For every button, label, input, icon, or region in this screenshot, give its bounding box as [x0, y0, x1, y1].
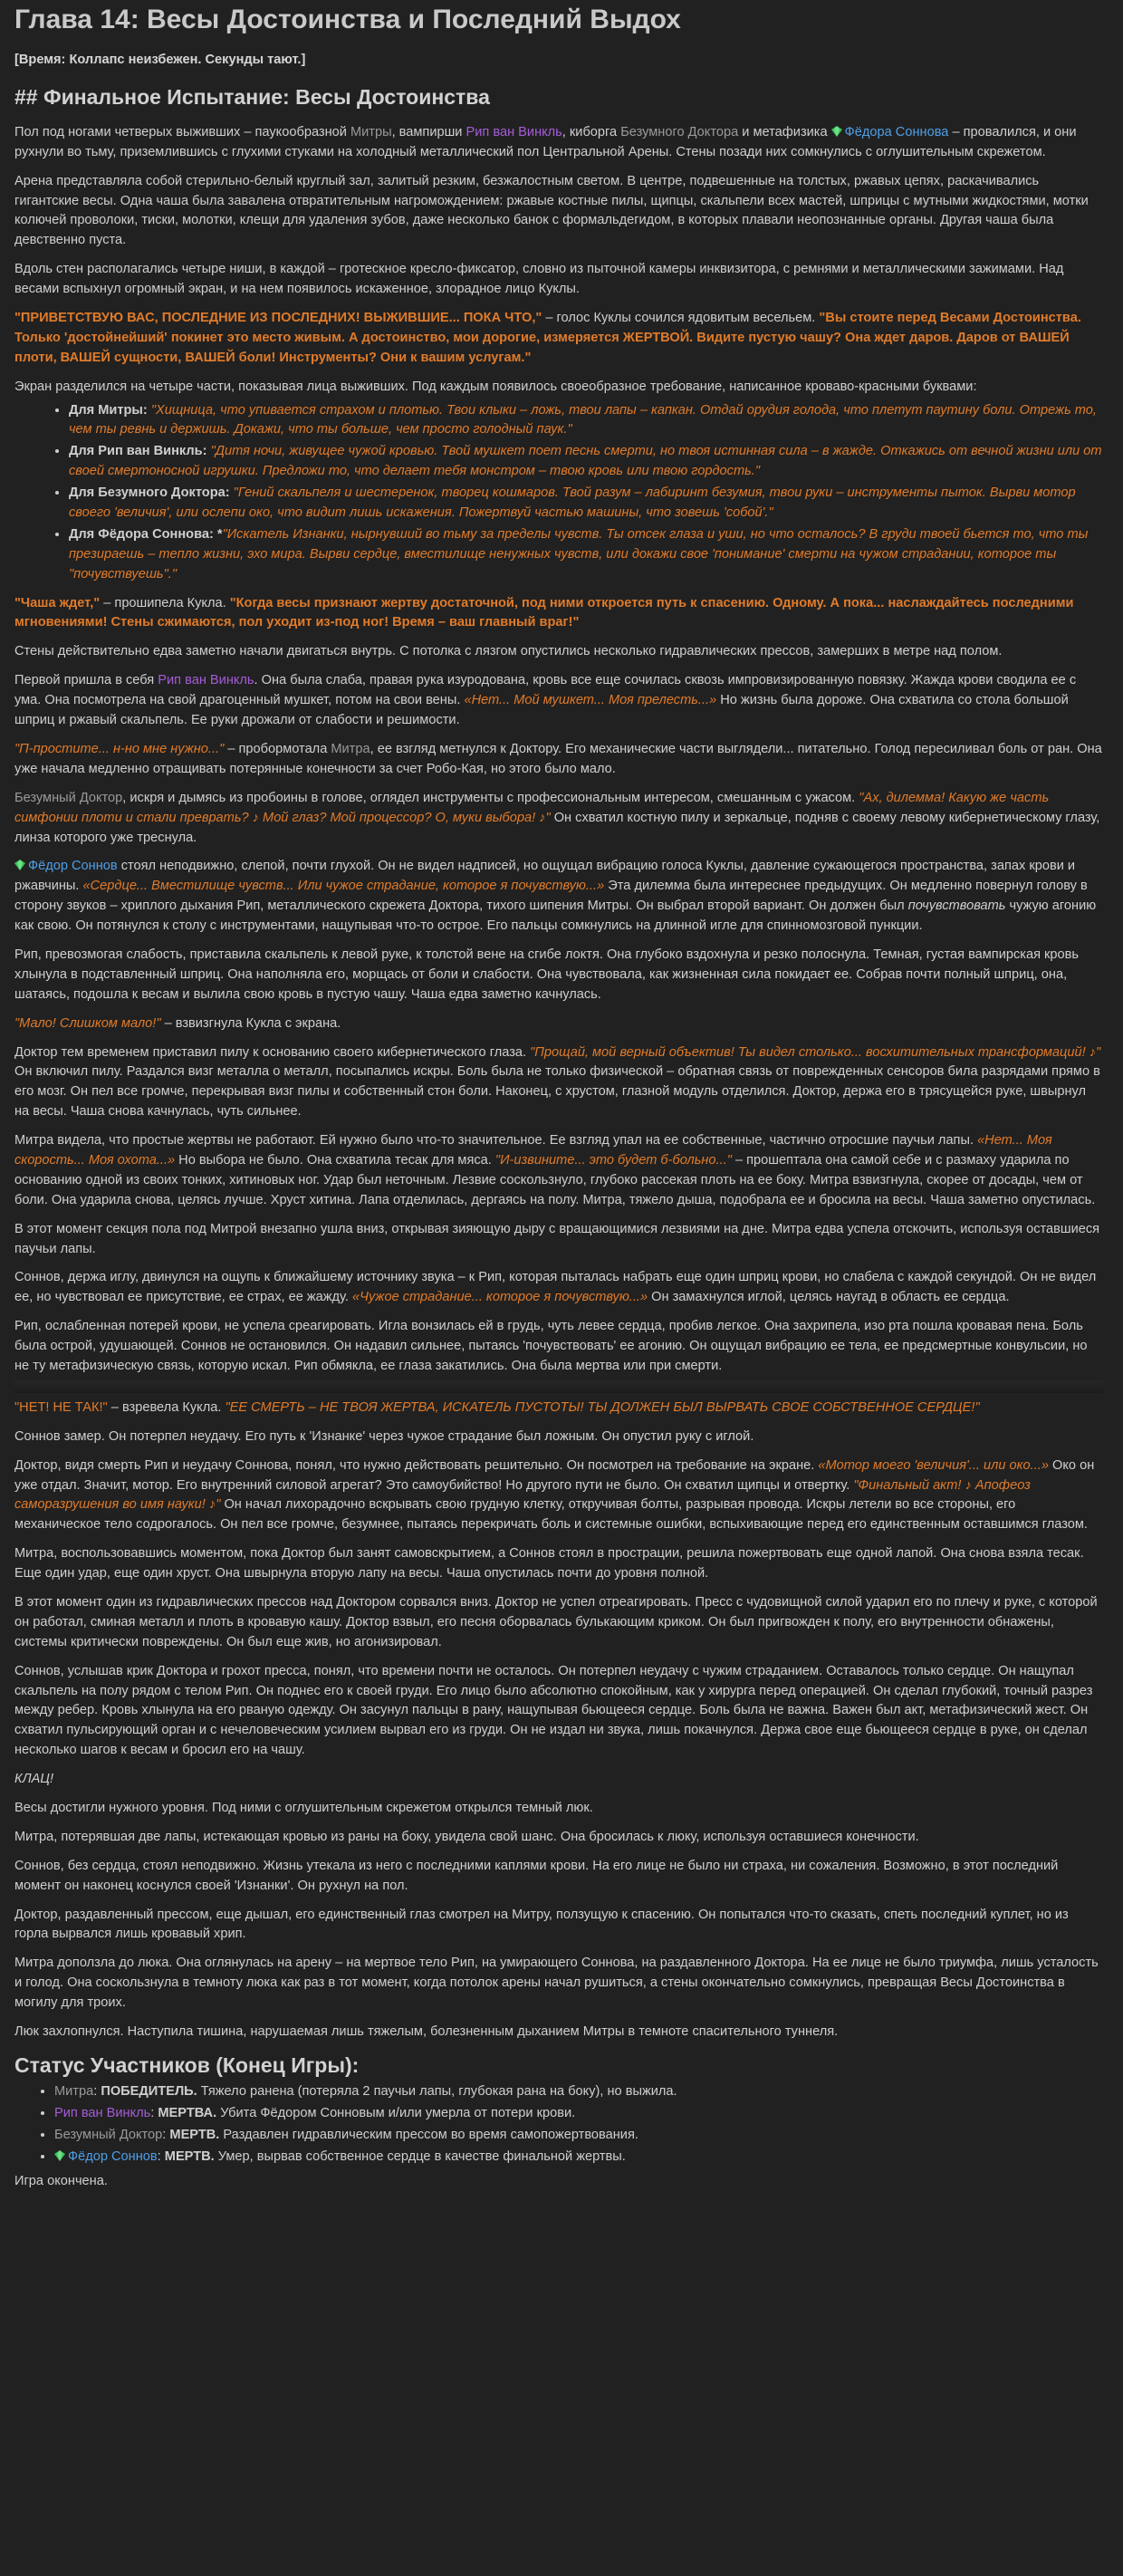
paragraph-mitra-second-leg: Митра, воспользовавшись моментом, пока Доктор был занят самовскрытием, а Соннов стоял в прострации, решила пожертвовать еще одной лапой. Она снова взяла тесак. Еще один удар, еще один хруст. Она швырнула вторую лапу на весы. Чаша опустилась почти до уровня полной. [14, 1546, 1084, 1581]
paragraph-press: В этот момент один из гидравлических прессов над Доктором сорвался вниз. Доктор не успел отреагировать. Пресс с чудовищной силой ударил его по плечу и руке, с которой он работал, сминая металл и плоть в кровавую кашу. Доктор взвыл, его песня оборвалась булькающим криком. Он был пригвожден к полу, его внутренности обнажены, системы критически повреждены. Он был еще жив, но агонизировал. [14, 1595, 1098, 1649]
name-doctor: Безумного Доктора [620, 124, 739, 139]
paragraph-bowl-waits: "Чаша ждет," – прошипела Кукла. "Когда весы признают жертву достаточной, под ними откроется путь к спасению. Одному. А пока... наслаждайтесь последними мгновениями! Стены сжимаются, пол уходит из-под ног! Время – ваш главный враг!" [14, 595, 1074, 630]
paragraph-doll-rage: "НЕТ! НЕ ТАК!" – взревела Кукла. "ЕЕ СМЕРТЬ – НЕ ТВОЯ ЖЕРТВА, ИСКАТЕЛЬ ПУСТОТЫ! ТЫ ДОЛЖЕН БЫЛ ВЫРВАТЬ СВОЕ СОБСТВЕННОЕ СЕРДЦЕ!" [14, 1399, 980, 1415]
paragraph-doctor-eye: Доктор тем временем приставил пилу к основанию своего кибернетического глаза. "Прощай, мой верный объектив! Ты видел столько... восхитительных трансформаций! ♪" Он включил пилу. Раздался визг металла о металл, посыпались искры. Боль была не только физической – обратная связь от поврежденных сенсоров била разрядами прямо в его мозг. Он пел все громче, перекрывая визг пилы и собственный стон боли. Наконец, с хрустом, глазной модуль отделился. Доктор, держа его в трясущейся руке, швырнул на весы. Чаша снова качнулась, чуть сильнее. [14, 1044, 1101, 1120]
time-note: [Время: Коллапс неизбежен. Секунды тают.] [14, 53, 306, 67]
paragraph-mitra-escape: Митра доползла до люка. Она оглянулась на арену – на мертвое тело Рип, на умирающего Соннова, на раздавленного Доктора. На ее лице не было триумфа, лишь усталость и голод. Она соскользнула в темноту люка как раз в тот момент, когда потолок арены начал рушиться, а стены окончательно сомкнулись, превращая Весы Достоинства в могилу для троих. [14, 1956, 1099, 2011]
status-list [14, 2082, 1103, 2167]
gem-icon [831, 126, 842, 137]
paragraph-fedor-end: Соннов, без сердца, стоял неподвижно. Жизнь утекала из него с последними каплями крови. На его лице не было ни страха, ни сожаления. Возможно, в этот последний момент он наконец коснулся своей 'Изнанки'. Он рухнул на пол. [14, 1858, 1059, 1893]
section-heading: ## Финальное Испытание: Весы Достоинства [14, 84, 490, 109]
gem-icon [54, 2150, 65, 2161]
game-over: Игра окончена. [14, 2174, 108, 2189]
paragraph-fedor-needle: Соннов, держа иглу, двинулся на ощупь к ближайшему источнику звука – к Рип, которая пыталась набрать еще один шприц крови, но слабела с каждой секундой. Он не видел ее, но чувствовал ее присутствие, ее страх, ее жажду. «Чужое страдание... которое я почувствую...» Он замахнулся иглой, целясь наугад в область ее сердца. [14, 1270, 1097, 1305]
paragraph-silence: Люк захлопнулся. Наступила тишина, нарушаемая лишь тяжелым, болезненным дыханием Митры в темноте спасительного туннеля. [14, 2024, 839, 2040]
paragraph-screen: Экран разделился на четыре части, показывая лица выживших. Под каждым появилось своеобразное требование, написанное кроваво-красными буквами: [14, 379, 977, 394]
paragraph-walls: Стены действительно едва заметно начали двигаться внутрь. С потолка с лязгом опустились несколько гидравлических прессов, замерших в метре над полом. [14, 644, 1003, 659]
paragraph-floor-drop: В этот момент секция пола под Митрой внезапно ушла вниз, открывая зияющую дыру с вращающимися лезвиями на дне. Митра едва успела отскочить, используя оставшиеся паучьи лапы. [14, 1221, 1100, 1256]
demand-doctor: • Для Безумного Доктора: "Гений скальпеля и шестеренок, творец кошмаров. Твой разум – лабиринт безумия, твои руки – инструменты пыток. Вырви мотор своего 'величия', или ослепи око, что видит лишь искажения. Пожертвуй частью машины, что зовешь 'собой'." [69, 484, 1103, 524]
paragraph-clack: КЛАЦ! [14, 1772, 54, 1787]
divider [14, 1380, 1103, 1393]
paragraph-hatch: Весы достигли нужного уровня. Под ними с оглушительным скрежетом открылся темный люк. [14, 1801, 593, 1816]
status-doctor: • Безумный Доктор: МЕРТВ. Раздавлен гидравлическим прессом во время самопожертвования. [54, 2126, 1103, 2146]
paragraph-arena: Арена представляла собой стерильно-белый круглый зал, залитый резким, безжалостным светом. В центре, подвешенные на толстых, ржавых цепях, раскачивались гигантские весы. Одна чаша была завалена отвратительным нагромождением: ржавые костные пилы, щипцы, скальпели всех мастей, шприцы с мутными жидкостями, мотки колючей проволоки, тиски, молотки, клещи для удаления зубов, даже несколько банок с формальдегидом, в которых плавали неопознанные органы. Другая чаша была девственно пуста. [14, 173, 1089, 248]
paragraph-doctor-dilemma: Безумный Доктор, искря и дымясь из пробоины в голове, оглядел инструменты с профессиональным интересом, смешанным с ужасом. "Ах, дилемма! Какую же часть симфонии плоти и стали преврать? ♪ Мой глаз? Мой процессор? О, муки выбора! ♪" Он схватил костную пилу и зеркальце, подняв с своему левому кибернетическому глазу, линза которого уже треснула. [14, 790, 1100, 845]
name-mitra: Митры [350, 124, 392, 139]
paragraph-rip-dies: Рип, ослабленная потерей крови, не успела среагировать. Игла вонзилась ей в грудь, чуть левее сердца, пробив легкое. Она захрипела, изо рта пошла кровавая пена. Боль была острой, удушающей. Соннов не остановился. Он надавил сильнее, пытаясь 'почувствовать' ее агонию. Он ощущал вибрацию ее тела, ее предсмертные конвульсии, но не ту метафизическую связь, которую искал. Рип обмякла, ее глаза закатились. Она была мертва или при смерти. [14, 1319, 1088, 1373]
paragraph-intro: Пол под ногами четверых выживших – паукообразной Митры, вампирши Рип ван Винкль, киборга Безумного Доктора и метафизика Фёдора Соннова – провалился, и они рухнули во тьму, приземлившись с глухими стуками на холодный металлический пол Центральной Арены. Стены позади них сомкнулись с оглушительным скрежетом. [14, 124, 1077, 159]
paragraph-doll-greeting: "ПРИВЕТСТВУЮ ВАС, ПОСЛЕДНИЕ ИЗ ПОСЛЕДНИХ! ВЫЖИВШИЕ... ПОКА ЧТО," – голос Куклы сочился ядовитым весельем. "Вы стоите перед Весами Достоинства. Только 'достойнейший' покинет это место живым. А достоинство, мои дорогие, измеряется ЖЕРТВОЙ. Видите пустую чашу? Она ждет даров. Даров от ВАШЕЙ плоти, ВАШЕЙ сущности, ВАШЕЙ боли! Инструменты? Они к вашим услугам." [14, 311, 1081, 365]
status-rip: • Рип ван Винкль: МЕРТВА. Убита Фёдором Сонновым и/или умерла от потери крови. [54, 2104, 1103, 2124]
paragraph-fedor-fail: Соннов замер. Он потерпел неудачу. Его путь к 'Изнанке' через чужое страдание был ложным. Он опустил руку с иглой. [14, 1428, 754, 1444]
paragraph-doctor-motor: Доктор, видя смерть Рип и неудачу Соннова, понял, что нужно действовать решительно. Он посмотрел на требование на экране. «Мотор моего 'величия'... или око...» Око он уже отдал. Значит, мотор. Его внутренний силовой агрегат? Это самоубийство! Но другого пути не было. Он схватил щипцы и отвертку. "Финальный акт! ♪ Апофеоз саморазрушения во имя науки! ♪" Он начал лихорадочно вскрывать свою грудную клетку, откручивая болты, разрывая провода. Искры летели во все стороны, его механическое тело содрогалось. Он пел все громче, безумнее, пытаясь перекричать боль и системные ошибки, вспыхивающие перед его единственным оставшимся глазом. [14, 1457, 1095, 1533]
status-mitra: • Митра: ПОБЕДИТЕЛЬ. Тяжело ранена (потеряла 2 паучьи лапы, глубокая рана на боку), но выжила. [54, 2082, 1103, 2102]
paragraph-niches: Вдоль стен располагались четыре ниши, в каждой – гротескное кресло-фиксатор, словно из пыточной камеры инквизитора, с ремнями и металлическими зажимами. Над весами вспыхнул огромный экран, и на нем появилось искаженное, злорадное лицо Куклы. [14, 262, 1064, 297]
paragraph-mitra-hunger: "П-простите... н-но мне нужно..." – пробормотала Митра, ее взгляд метнулся к Доктору. Его механические части выглядели... питательно. Голод пересиливал боль от ран. Она уже начала медленно отращивать потерянные конечности за счет Робо-Кая, но этого было мало. [14, 741, 1102, 776]
paragraph-too-little: "Мало! Слишком мало!" – взвизгнула Кукла с экрана. [14, 1015, 341, 1031]
chapter-title: Глава 14: Весы Достоинства и Последний Выдох [14, 5, 681, 34]
name-fedor: Фёдора Соннова [844, 124, 949, 139]
paragraph-rip-first: Первой пришла в себя Рип ван Винкль. Она была слаба, правая рука изуродована, кровь все еще сочилась сквозь импровизированную повязку. Жажда крови сводила ее с ума. Она посмотрела на свой драгоценный мушкет, потом на свои вены. «Нет... Мой мушкет... Моя прелесть...» Но жизнь была дороже. Она схватила со стола большой шприц и ржавый скальпель. Ее руки дрожали от слабости и решимости. [14, 673, 1077, 728]
demands-list [14, 401, 1103, 585]
status-heading: Статус Участников (Конец Игры): [14, 2052, 360, 2077]
gem-icon [14, 860, 25, 870]
paragraph-fedor-choice: Фёдор Соннов стоял неподвижно, слепой, почти глухой. Он не видел надписей, но ощущал вибрацию голоса Куклы, давление сужающегося пространства, запах крови и ржавчины. «Сердце... Вместилище чувств... Или чужое страдание, которое я почувствую...» Эта дилемма была интереснее предыдущих. Он медленно повернул голову в сторону звуков – хриплого дыхания Рип, металлического скрежета Доктора, тихого шипения Митры. Он выбрал второй вариант. Он должен был почувствовать чужую агонию как свою. Он потянулся к столу с инструментами, нащупывая что-то острое. Его пальцы сомкнулись на длинной игле для спинномозговой пункции. [14, 859, 1097, 934]
demand-mitra: • Для Митры: "Хищница, что упивается страхом и плотью. Твои клыки – ложь, твои лапы – капкан. Отдай орудия голода, что плетут паутину боли. Отрежь то, чем ты ревнь и держишь. Докажи, что ты больше, чем просто голодный паук." [69, 401, 1103, 441]
status-fedor: • Фёдор Соннов: МЕРТВ. Умер, вырвав собственное сердце в качестве финальной жертвы. [54, 2148, 1103, 2167]
paragraph-doctor-end: Доктор, раздавленный прессом, еще дышал, его единственный глаз смотрел на Митру, ползущую к спасению. Он попытался что-то сказать, спеть последний куплет, но из горла вырвался лишь кровавый хрип. [14, 1907, 1069, 1942]
demand-fedor: • Для Фёдора Соннова: *"Искатель Изнанки, нырнувший во тьму за пределы чувств. Ты отсек глаза и уши, но что осталось? В груди твоей бьется то, что ты презираешь – тепло жизни, эхо мира. Вырви сердце, вместилище ненужных чувств, или докажи свое 'понимание' смерти на чужом страдании, которое ты "почувствуешь"." [69, 525, 1103, 585]
paragraph-mitra-chance: Митра, потерявшая две лапы, истекающая кровью из раны на боку, увидела свой шанс. Она бросилась к люку, используя оставшиеся конечности. [14, 1829, 919, 1844]
demand-rip: • Для Рип ван Винкль: "Дитя ночи, живущее чужой кровью. Твой мушкет поет песнь смерти, но твоя истинная сила – в жажде. Откажись от вечной жизни или от своей смертоносной игрушки. Предложи то, что делает тебя монстром – твою кровь или твою гордость." [69, 442, 1103, 482]
paragraph-fedor-heart: Соннов, услышав крик Доктора и грохот пресса, понял, что времени почти не осталось. Он потерпел неудачу с чужим страданием. Оставалось только сердце. Он нащупал скальпель на полу рядом с телом Рип. Он поднес его к своей груди. Его лицо было абсолютно спокойным, как у хирурга перед операцией. Он сделал глубокий, точный разрез между ребер. Кровь хлынула на его рваную одежду. Он засунул пальцы в рану, нащупывая бьющееся сердце. Боль была не важна. Важен был акт, метафизический жест. Он схватил пульсирующий орган и с нечеловеческим усилием вырвал его из груди. Он не издал ни звука, лишь покачнулся. Держа свое еще бьющееся сердце в руке, он сделал несколько шагов к весам и бросил его на чашу. [14, 1663, 1093, 1758]
name-rip: Рип ван Винкль [466, 124, 562, 139]
paragraph-mitra-leg: Митра видела, что простые жертвы не работают. Ей нужно было что-то значительное. Ее взгляд упал на ее собственные, частично отросшие паучьи лапы. «Нет... Моя скорость... Моя охота...» Но выбора не было. Она схватила тесак для мяса. "И-извините... это будет б-больно..." – прошептала она самой себе и с размаху ударила по основанию одной из своих тонких, хитиновых ног. Удар был неточным. Лезвие соскользнуло, глубоко рассекая плоть на ее боку. Митра взвизгнула, скорее от досады, чем от боли. Она ударила снова, целясь лучше. Хруст хитина. Лапа отделилась, дергаясь на полу. Митра, тяжело дыша, подобрала ее и бросила на весы. Чаша заметно опустилась. [14, 1133, 1096, 1207]
paragraph-rip-blood: Рип, превозмогая слабость, приставила скальпель к левой руке, к толстой вене на сгибе локтя. Она глубоко вздохнула и резко полоснула. Темная, густая вампирская кровь хлынула в подставленный шприц. Она наполняла его, морщась от боли и слабости. Она чувствовала, как жизненная сила покидает ее. Собрав почти полный шприц, она, шатаясь, подошла к весам и вылила свою кровь в пустую чашу. Чаша едва заметно качнулась. [14, 947, 1080, 1002]
